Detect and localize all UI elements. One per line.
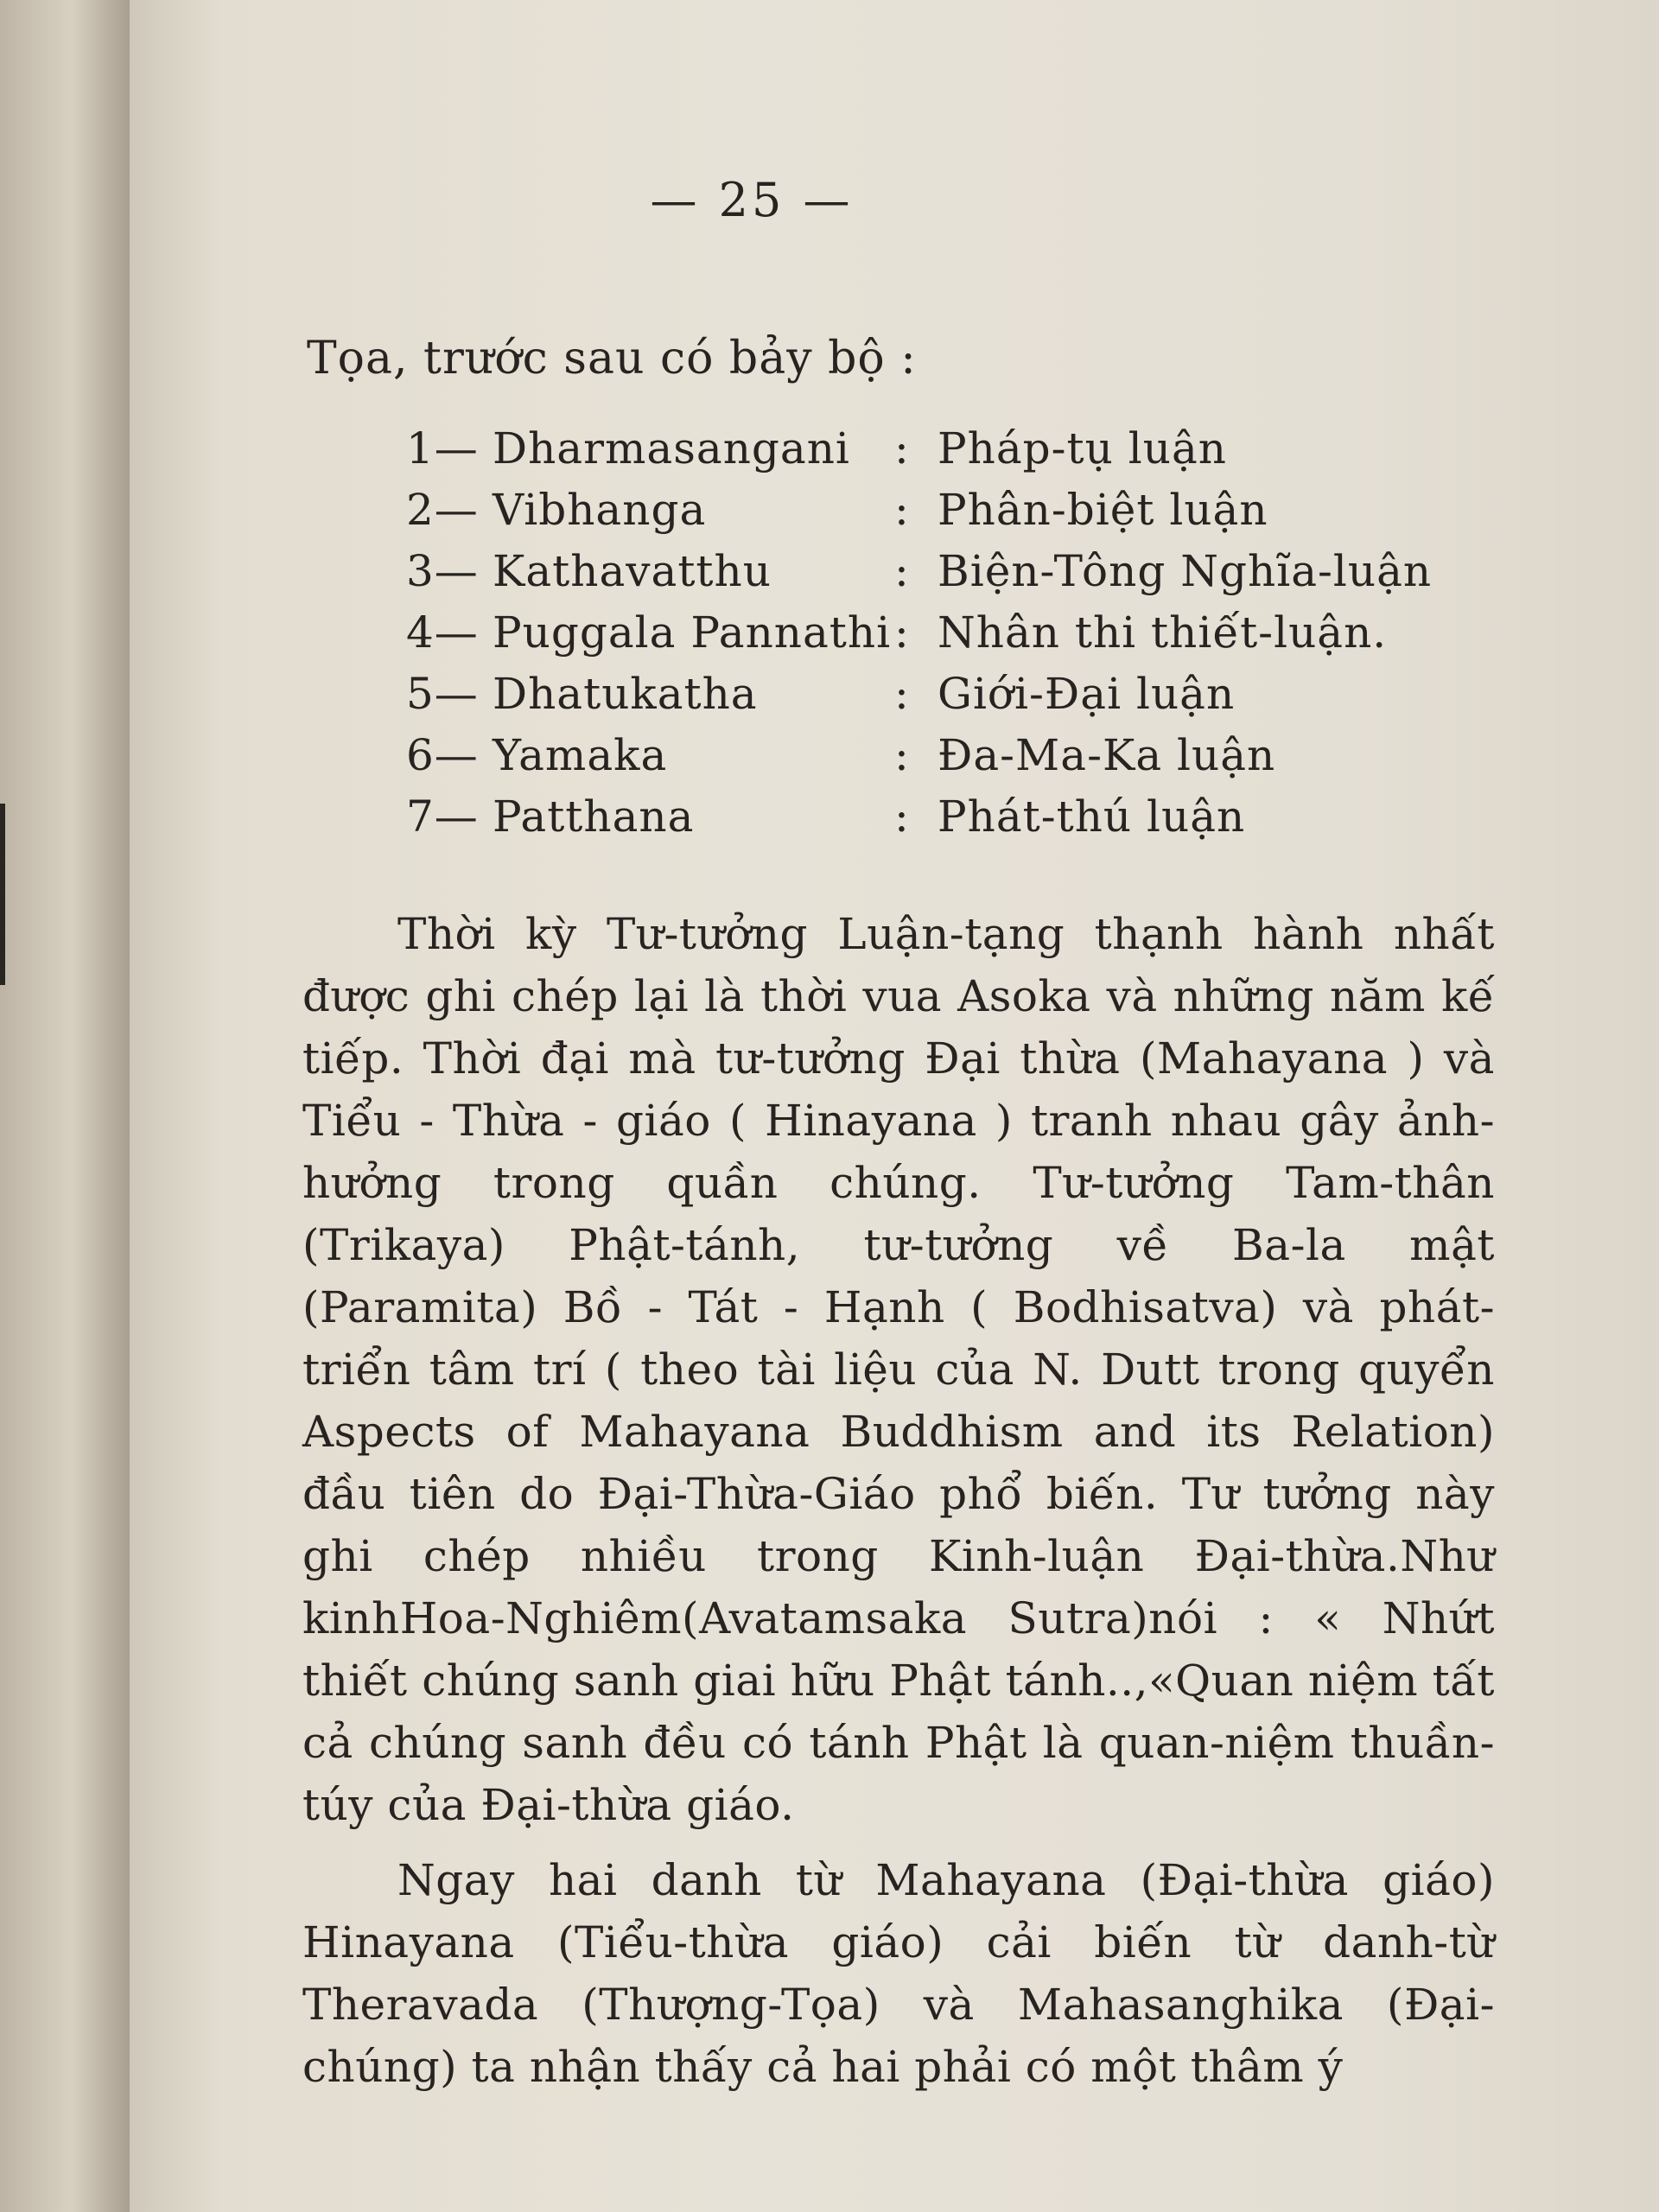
volume-number: 3— [406,546,479,596]
volume-vietnamese-name: Pháp-tụ luận [938,423,1227,474]
volume-vietnamese-name: Phân-biệt luận [938,485,1268,535]
volume-vietnamese-name: Biện-Tông Nghĩa-luận [938,546,1433,596]
facing-page-edge [0,0,130,2212]
volume-number: 4— [406,607,479,658]
volume-pali-name: Yamaka [493,730,668,780]
volume-pali-name: Vibhanga [493,485,707,535]
volume-pali-name: Kathavatthu [493,546,772,596]
volume-pali-name: Dhatukatha [493,669,758,719]
volume-vietnamese-name: Phát-thú luận [938,791,1246,842]
volume-separator: : [894,607,910,658]
volume-separator: : [894,423,910,474]
volume-number: 7— [406,791,479,842]
book-page [130,0,1659,2212]
volume-separator: : [894,485,910,535]
volume-number: 6— [406,730,479,780]
volume-pali-name: Patthana [493,791,695,842]
volume-pali-name: Puggala Pannathi [493,607,892,658]
page-number: — 25 — [650,173,854,227]
facing-page-mark [0,804,5,985]
volume-separator: : [894,730,910,780]
volume-vietnamese-name: Đa-Ma-Ka luận [938,730,1276,780]
body-paragraph: Thời kỳ Tư-tưởng Luận-tạng thạnh hành nhất được ghi chép lại là thời vua Asoka và những năm kế tiếp. Thời đại mà tư-tưởng Đại thừa (Mahayana ) và Tiểu - Thừa - giáo ( Hinayana ) tranh nhau gây ảnh-hưởng trong quần chúng. Tư-tưởng Tam-thân (Trikaya) Phật-tánh, tư-tưởng về Ba-la mật (Paramita) Bồ - Tát - Hạnh ( Bodhisatva) và phát-triển tâm trí ( theo tài liệu của N. Dutt trong quyển Aspects of Mahayana Buddhism and its Relation) đầu tiên do Đại-Thừa-Giáo phổ biến. Tư tưởng này ghi chép nhiều trong Kinh-luận Đại-thừa.Như kinhHoa-Nghiêm(Avatamsaka Sutra)nói : « Nhứt thiết chúng sanh giai hữu Phật tánh..,«Quan niệm tất cả chúng sanh đều có tánh Phật là quan-niệm thuần-túy của Đại-thừa giáo. [302,909,1495,1830]
volume-number: 1— [406,423,479,474]
volume-separator: : [894,546,910,596]
volume-vietnamese-name: Nhân thi thiết-luận. [938,607,1388,658]
intro-line: Tọa, trước sau có bảy bộ : [307,333,917,385]
volume-vietnamese-name: Giới-Đại luận [938,669,1236,719]
body-paragraph: Ngay hai danh từ Mahayana (Đại-thừa giáo) Hinayana (Tiểu-thừa giáo) cải biến từ danh-từ Theravada (Thượng-Tọa) và Mahasanghika (Đại-chúng) ta nhận thấy cả hai phải có một thâm ý [302,1855,1495,2092]
volume-separator: : [894,791,910,842]
volume-separator: : [894,669,910,719]
volume-number: 2— [406,485,479,535]
volume-pali-name: Dharmasangani [493,423,850,474]
volume-number: 5— [406,669,479,719]
